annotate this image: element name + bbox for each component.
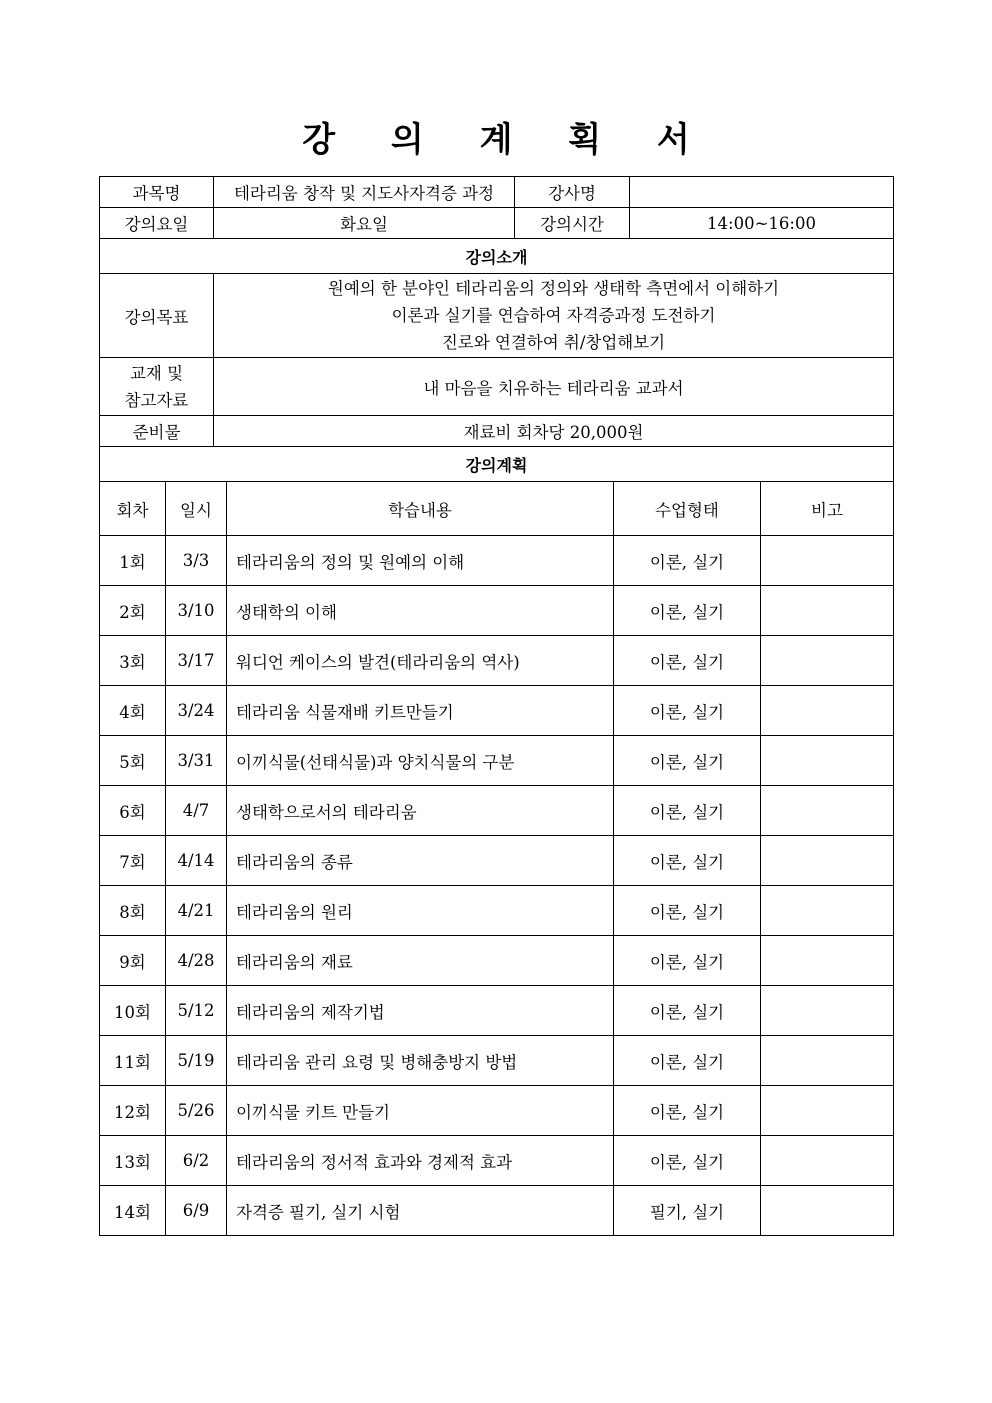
note-cell (761, 936, 894, 986)
table-row (100, 1086, 894, 1136)
note-cell (761, 1186, 894, 1236)
session-cell: 7회 (100, 836, 166, 886)
goal-line: 이론과 실기를 연습하여 자격증과정 도전하기 (391, 306, 716, 325)
content-cell: 테라리움 관리 요령 및 병해충방지 방법 (227, 1036, 614, 1086)
format-cell: 이론, 실기 (614, 986, 761, 1036)
textbook-value: 내 마음을 치유하는 테라리움 교과서 (214, 358, 894, 416)
session-cell: 9회 (100, 936, 166, 986)
content-cell: 이끼식물 키트 만들기 (227, 1086, 614, 1136)
lecture-day-value: 화요일 (214, 208, 515, 239)
date-cell: 5/12 (166, 986, 227, 1036)
format-cell: 이론, 실기 (614, 836, 761, 886)
table-row (100, 1186, 894, 1236)
format-cell: 이론, 실기 (614, 536, 761, 586)
content-cell: 테라리움의 원리 (227, 886, 614, 936)
textbook-label-line: 참고자료 (124, 390, 189, 410)
note-cell (761, 1086, 894, 1136)
content-cell: 워디언 케이스의 발견(테라리움의 역사) (227, 636, 614, 686)
note-cell (761, 836, 894, 886)
date-cell: 4/7 (166, 786, 227, 836)
format-cell: 이론, 실기 (614, 686, 761, 736)
content-cell: 테라리움 식물재배 키트만들기 (227, 686, 614, 736)
note-cell (761, 786, 894, 836)
page-title: 강 의 계 획 서 (302, 120, 712, 160)
table-row (100, 886, 894, 936)
session-cell: 1회 (100, 536, 166, 586)
note-cell (761, 886, 894, 936)
date-cell: 3/24 (166, 686, 227, 736)
goal-value (214, 274, 894, 358)
table-row (100, 1136, 894, 1186)
prep-label: 준비물 (100, 416, 214, 447)
textbook-label-line: 교재 및 (129, 363, 184, 383)
session-cell: 2회 (100, 586, 166, 636)
session-cell: 12회 (100, 1086, 166, 1136)
content-cell: 테라리움의 제작기법 (227, 986, 614, 1036)
format-cell: 이론, 실기 (614, 886, 761, 936)
note-cell (761, 686, 894, 736)
content-cell: 테라리움의 정서적 효과와 경제적 효과 (227, 1136, 614, 1186)
format-cell: 이론, 실기 (614, 936, 761, 986)
format-cell: 이론, 실기 (614, 636, 761, 686)
table-row (100, 736, 894, 786)
session-cell: 8회 (100, 886, 166, 936)
date-cell: 3/3 (166, 536, 227, 586)
goal-line: 원예의 한 분야인 테라리움의 정의와 생태학 측면에서 이해하기 (327, 279, 780, 298)
table-row (100, 536, 894, 586)
course-name-label: 과목명 (100, 177, 214, 208)
header-date: 일시 (166, 482, 227, 536)
date-cell: 6/9 (166, 1186, 227, 1236)
prep-value: 재료비 회차당 20,000원 (214, 416, 894, 447)
header-format: 수업형태 (614, 482, 761, 536)
date-cell: 5/26 (166, 1086, 227, 1136)
format-cell: 필기, 실기 (614, 1186, 761, 1236)
content-cell: 테라리움의 정의 및 원예의 이해 (227, 536, 614, 586)
format-cell: 이론, 실기 (614, 1086, 761, 1136)
content-cell: 생태학의 이해 (227, 586, 614, 636)
note-cell (761, 1036, 894, 1086)
table-row (100, 1036, 894, 1086)
note-cell (761, 636, 894, 686)
content-cell: 생태학으로서의 테라리움 (227, 786, 614, 836)
format-cell: 이론, 실기 (614, 786, 761, 836)
intro-heading: 강의소개 (100, 239, 894, 274)
date-cell: 3/31 (166, 736, 227, 786)
table-row (100, 836, 894, 886)
content-cell: 이끼식물(선태식물)과 양치식물의 구분 (227, 736, 614, 786)
format-cell: 이론, 실기 (614, 1136, 761, 1186)
instructor-value (630, 177, 894, 208)
header-note: 비고 (761, 482, 894, 536)
date-cell: 3/10 (166, 586, 227, 636)
format-cell: 이론, 실기 (614, 1036, 761, 1086)
format-cell: 이론, 실기 (614, 586, 761, 636)
header-content: 학습내용 (227, 482, 614, 536)
session-cell: 4회 (100, 686, 166, 736)
session-cell: 5회 (100, 736, 166, 786)
table-row (100, 786, 894, 836)
lecture-time-value: 14:00~16:00 (630, 208, 894, 239)
session-cell: 3회 (100, 636, 166, 686)
note-cell (761, 1136, 894, 1186)
date-cell: 4/28 (166, 936, 227, 986)
note-cell (761, 586, 894, 636)
goal-label: 강의목표 (100, 274, 214, 358)
date-cell: 3/17 (166, 636, 227, 686)
lecture-time-label: 강의시간 (515, 208, 630, 239)
table-row (100, 986, 894, 1036)
date-cell: 4/14 (166, 836, 227, 886)
session-cell: 13회 (100, 1136, 166, 1186)
date-cell: 4/21 (166, 886, 227, 936)
table-row (100, 686, 894, 736)
session-cell: 14회 (100, 1186, 166, 1236)
textbook-label (100, 358, 214, 416)
course-name-value: 테라리움 창작 및 지도사자격증 과정 (214, 177, 515, 208)
note-cell (761, 536, 894, 586)
table-row (100, 936, 894, 986)
instructor-label: 강사명 (515, 177, 630, 208)
lecture-day-label: 강의요일 (100, 208, 214, 239)
session-cell: 11회 (100, 1036, 166, 1086)
plan-heading: 강의계획 (100, 447, 894, 482)
date-cell: 6/2 (166, 1136, 227, 1186)
session-cell: 6회 (100, 786, 166, 836)
note-cell (761, 736, 894, 786)
session-cell: 10회 (100, 986, 166, 1036)
header-session: 회차 (100, 482, 166, 536)
lecture-plan-table (99, 481, 894, 1236)
course-info-table (99, 176, 894, 482)
content-cell: 자격증 필기, 실기 시험 (227, 1186, 614, 1236)
goal-line: 진로와 연결하여 취/창업해보기 (441, 333, 666, 352)
format-cell: 이론, 실기 (614, 736, 761, 786)
note-cell (761, 986, 894, 1036)
table-row (100, 636, 894, 686)
content-cell: 테라리움의 재료 (227, 936, 614, 986)
date-cell: 5/19 (166, 1036, 227, 1086)
content-cell: 테라리움의 종류 (227, 836, 614, 886)
table-row (100, 586, 894, 636)
